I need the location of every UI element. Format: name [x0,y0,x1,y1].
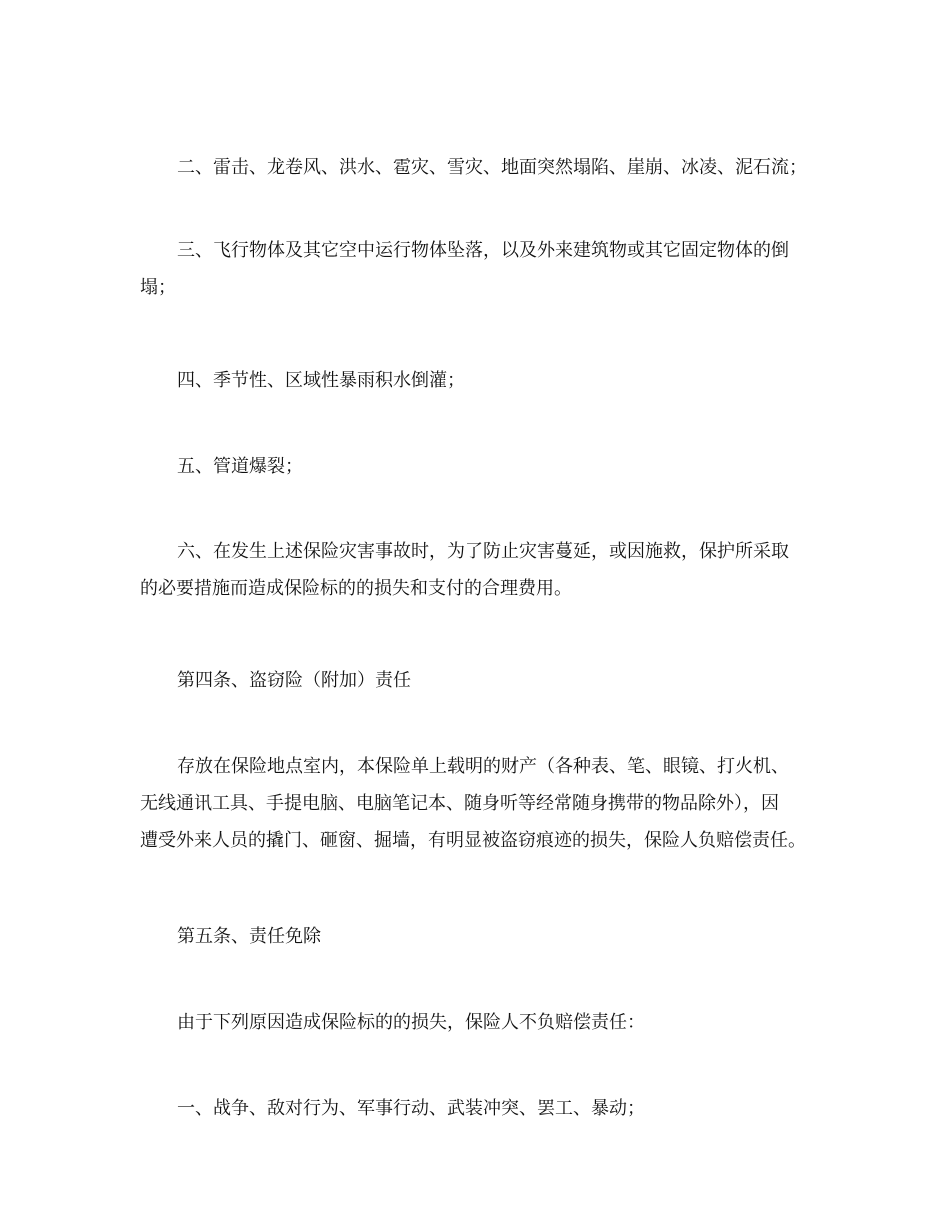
text-line: 一、战争、敌对行为、军事行动、武装冲突、罢工、暴动； [177,1098,645,1119]
text-line: 三、飞行物体及其它空中运行物体坠落，以及外来建筑物或其它固定物体的倒 [177,240,789,261]
text-line: 第四条、盗窃险（附加）责任 [177,670,411,691]
text-line: 无线通讯工具、手提电脑、电脑笔记本、随身听等经常随身携带的物品除外），因 [140,793,779,814]
paragraph-item-2 [140,149,826,186]
text-line: 四、季节性、区域性暴雨积水倒灌； [177,370,465,391]
text-line: 的必要措施而造成保险标的的损失和支付的合理费用。 [140,578,572,599]
section-heading-article-4 [140,662,826,699]
paragraph-item-3 [140,232,826,306]
text-line: 塌； [140,277,176,298]
paragraph-exclusions-intro [140,1004,826,1041]
paragraph-exclusion-item-1 [140,1090,826,1127]
text-line: 六、在发生上述保险灾害事故时，为了防止灾害蔓延，或因施救，保护所采取 [177,541,789,562]
paragraph-item-6 [140,533,826,607]
text-line: 由于下列原因造成保险标的的损失，保险人不负赔偿责任： [177,1012,645,1033]
paragraph-item-4 [140,362,826,399]
text-line: 第五条、责任免除 [177,926,321,947]
text-line: 遭受外来人员的撬门、砸窗、掘墙，有明显被盗窃痕迹的损失，保险人负赔偿责任。 [140,830,806,851]
text-line: 存放在保险地点室内，本保险单上载明的财产（各种表、笔、眼镜、打火机、 [177,756,789,777]
text-line: 五、管道爆裂； [177,456,303,477]
paragraph-theft-liability [140,748,826,859]
text-line: 二、雷击、龙卷风、洪水、雹灾、雪灾、地面突然塌陷、崖崩、冰凌、泥石流； [177,157,807,178]
section-heading-article-5 [140,918,826,955]
paragraph-item-5 [140,448,826,485]
